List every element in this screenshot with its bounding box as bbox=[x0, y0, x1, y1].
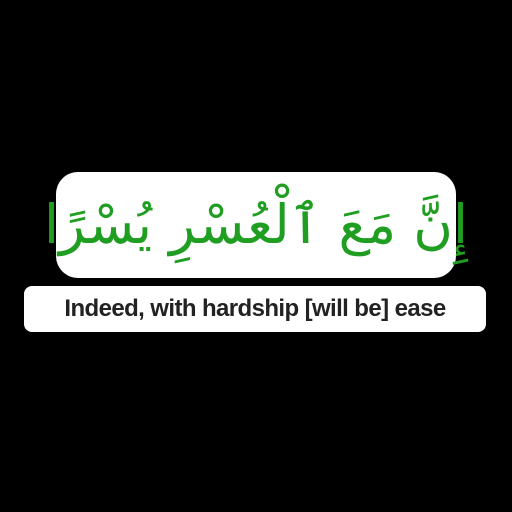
arabic-verse-text: إِنَّ مَعَ ٱلْعُسْرِ يُسْرًا bbox=[44, 193, 468, 256]
english-translation-text: Indeed, with hardship [will be] ease bbox=[64, 295, 446, 322]
